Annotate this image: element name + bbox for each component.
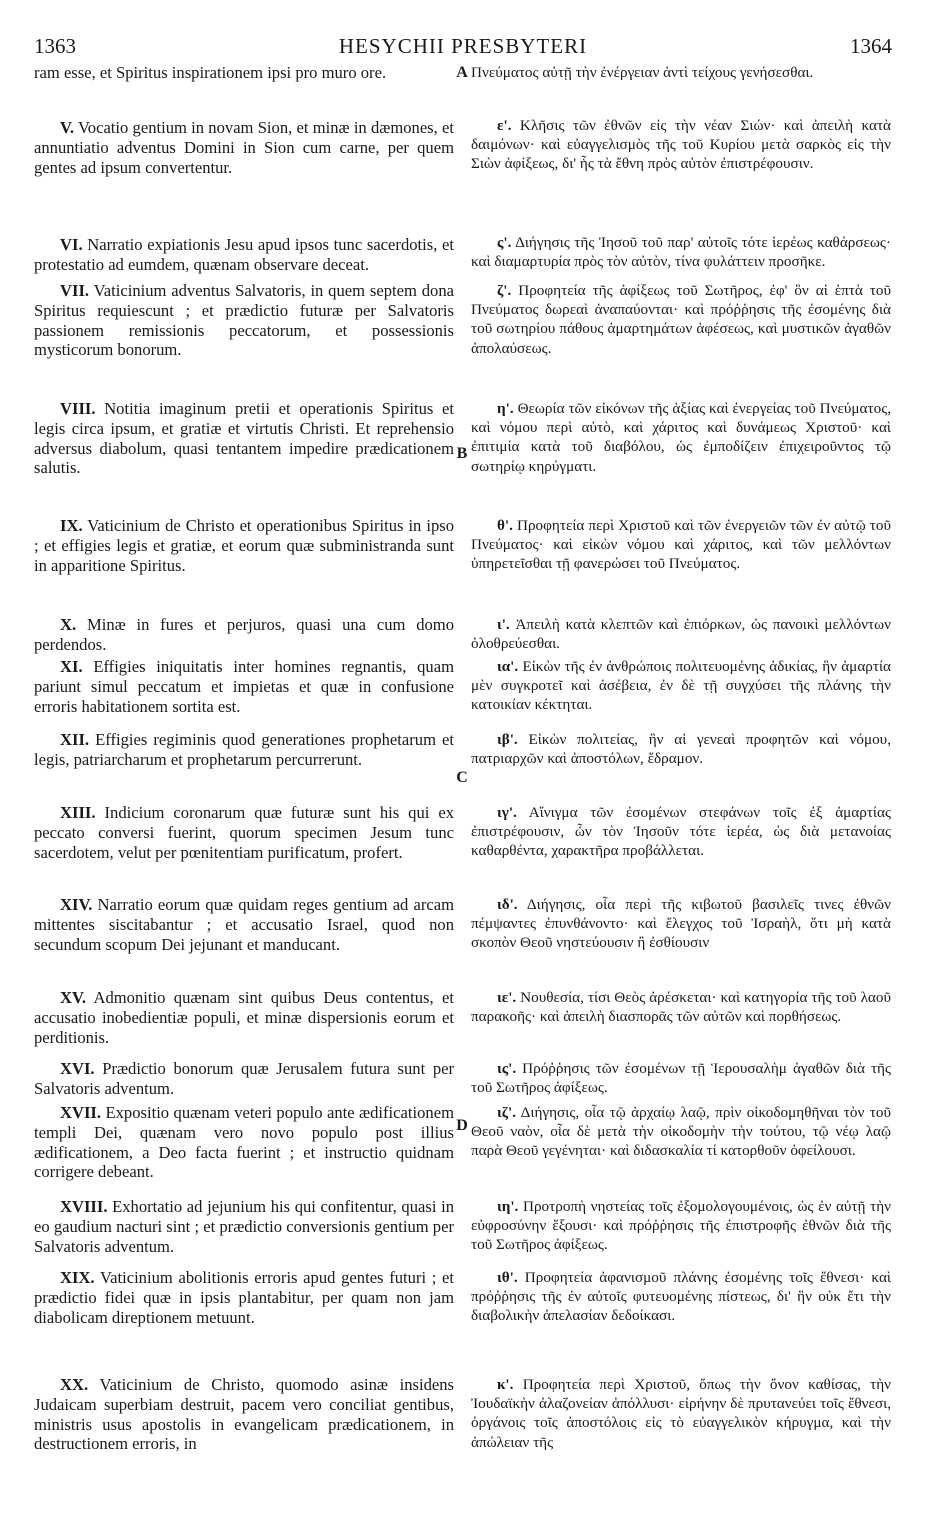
latin-entry: IX. Vaticinium de Christo et operationibus Spiritus in ipso ; et effigies legis et gratiæ, et eorum quæ subministranda sunt in apparitione Spiritus. — [34, 516, 454, 575]
greek-entry: θ'. Προφητεία περὶ Χριστοῦ καὶ τῶν ἐνεργειῶν τῶν ἐν αὐτῷ τοῦ Πνεύματος· καὶ εἰκὼν νόμου καὶ χάριτος, καὶ τῶν μελλόντων ὑπηρετεῖσθαι τῇ φανερώσει τοῦ Πνεύματος. — [471, 517, 891, 573]
latin-entry: XIII. Indicium coronarum quæ futuræ sunt his qui ex peccato conversi fuerint, quorum specimen Jesum tunc sacerdotem, velut per pœnitentiam purificatum, profert. — [34, 803, 454, 862]
greek-entry: ιη'. Προτροπὴ νηστείας τοῖς ἐξομολογουμένοις, ὡς ἐν αὐτῇ τὴν εὐφροσύνην ἕξουσι· καὶ πρόῤῥησις τῆς ἐπιστροφῆς ἐθνῶν διὰ τῆς τοῦ Σωτῆρος ἀφίξεως. — [471, 1198, 892, 1254]
greek-entry: ι'. Ἀπειλὴ κατὰ κλεπτῶν καὶ ἐπιόρκων, ὡς πανοικὶ μελλόντων ὀλοθρεύεσθαι. — [471, 616, 892, 653]
latin-entry: ram esse, et Spiritus inspirationem ipsi pro muro ore. — [34, 63, 387, 82]
latin-entry: XVII. Expositio quænam veteri populo ante ædificationem templi Dei, quænam vero novo populo post illius ædificationem, a Deo facta fuerint ; et instructio quidnam corrigere debeant. — [34, 1103, 454, 1182]
greek-entry: η'. Θεωρία τῶν εἰκόνων τῆς ἀξίας καὶ ἐνεργείας τοῦ Πνεύματος, καὶ νόμου περὶ αὐτὸ, καὶ χάριτος καὶ δυνάμεως Χριστοῦ· καὶ ἐπιτιμία κατὰ τοῦ διαβόλου, ὡς ἐμποδίζειν ἐπιχειροῦντος τῷ σωτηρίῳ κηρύγματι. — [471, 400, 892, 475]
greek-entry: ια'. Εἰκὼν τῆς ἐν ἀνθρώποις πολιτευομένης ἀδικίας, ἣν ἁμαρτία μὲν συγκροτεῖ καὶ ἀσέβεια, ἐν δὲ τῇ συγχύσει τῆς πλάνης τὴν κατοικίαν κέκτηται. — [471, 658, 892, 714]
greek-entry: ς'. Διήγησις τῆς Ἰησοῦ τοῦ παρ' αὐτοῖς τότε ἱερέως καθάρσεως· καὶ διαμαρτυρία πρὸς τὸν αὐτὸν, τίνα φυλάττειν προσῆκε. — [471, 234, 891, 271]
greek-entry: κ'. Προφητεία περὶ Χριστοῦ, ὅπως τὴν ὄνον καθίσας, τὴν Ἰουδαϊκὴν ἀλαζονείαν ἀπόλλυσι· εἰρήνην δὲ πρυτανεύει τοῖς ἔθνεσι, ὀργάνοις τοῖς ἀποστόλοις εἰς τὸ εὐαγγελικὸν κήρυγμα, καὶ τὴν ἀπώλειαν τῆς — [471, 1376, 892, 1451]
latin-entry: XVIII. Exhortatio ad jejunium his qui confitentur, quasi in eo gaudium nacturi sint ; et prædictio conversionis gentium per Salvatoris adventum. — [34, 1197, 454, 1256]
greek-entry: ιζ'. Διήγησις, οἷα τῷ ἀρχαίῳ λαῷ, πρὶν οἰκοδομηθῆναι τὸν τοῦ Θεοῦ ναὸν, οἷα δὲ μετὰ τὴν οἰκοδομὴν τὴν τούτου, τῷ νέῳ λαῷ παρὰ Θεοῦ γεγένηται· καὶ διδασκαλία τί κατορθοῦν ὀφείλουσι. — [471, 1104, 891, 1160]
latin-entry: X. Minæ in fures et perjuros, quasi una cum domo perdendos. — [34, 615, 454, 654]
greek-entry: ιθ'. Προφητεία ἀφανισμοῦ πλάνης ἐσομένης τοῖς ἔθνεσι· καὶ πρόῤῥησις τῆς ἐν αὐτοῖς φυτευομένης πίστεως, δι' ἣν οὐκ ἔτι τὴν διαβολικὴν ἀπελασίαν δεδοίκασι. — [471, 1269, 891, 1325]
latin-entry: XVI. Prædictio bonorum quæ Jerusalem futura sunt per Salvatoris adventum. — [34, 1059, 455, 1098]
page-header — [34, 34, 892, 62]
greek-entry: ζ'. Προφητεία τῆς ἀφίξεως τοῦ Σωτῆρος, ἐφ' ὃν αἱ ἑπτὰ τοῦ Πνεύματος δωρεαὶ ἀναπαύονται· καὶ πρόῤῥησις τῆς ἐσομένης διὰ τοῦ σωτηρίου πάθους ἁμαρτημάτων ἀφέσεως, καὶ μυστικῶν ἀγαθῶν ἀπολαύσεως. — [471, 282, 892, 357]
running-title: HESYCHII PRESBYTERI — [338, 34, 588, 58]
greek-entry: ιε'. Νουθεσία, τίσι Θεὸς ἀρέσκεται· καὶ κατηγορία τῆς τοῦ λαοῦ παρακοῆς· καὶ ἀπειλὴ διασπορᾶς τῶν αὐτῶν καὶ πορθήσεως. — [471, 989, 892, 1026]
latin-entry: XII. Effigies regiminis quod generationes prophetarum et legis, patriarcharum et prophetarum percurrerunt. — [34, 730, 454, 769]
margin-marker-d: D — [456, 1117, 468, 1134]
latin-entry: VI. Narratio expiationis Jesu apud ipsos tunc sacerdotis, et protestatio ad eumdem, quænam observare deceat. — [34, 235, 454, 274]
greek-entry: ις'. Πρόῤῥησις τῶν ἐσομένων τῇ Ἱερουσαλὴμ ἀγαθῶν διὰ τῆς τοῦ Σωτῆρος ἀφίξεως. — [471, 1060, 892, 1097]
latin-entry: XIX. Vaticinium abolitionis erroris apud gentes futuri ; et prædictio fidei quæ in ipsis plantabitur, per quam non jam diabolicam direptionem metuunt. — [34, 1268, 454, 1327]
latin-entry: V. Vocatio gentium in novam Sion, et minæ in dæmones, et annuntiatio adventus Domini in Sion cum carne, per quem gentes ad ipsum convertentur. — [34, 118, 454, 177]
margin-marker-a: A — [456, 64, 468, 81]
greek-entry: ιβ'. Εἰκὼν πολιτείας, ἣν αἱ γενεαὶ προφητῶν καὶ νόμου, πατριαρχῶν καὶ ἀποστόλων, ἔδραμον. — [471, 731, 891, 768]
page-number-right: 1364 — [850, 34, 892, 58]
greek-entry: ιγ'. Αἴνιγμα τῶν ἐσομένων στεφάνων τοῖς ἐξ ἁμαρτίας ἐπιστρέφουσιν, ὧν τὸν Ἰησοῦν τότε ἱερέα, ὡς διὰ μετανοίας καθαρθέντα, χαρακτῆρα προβάλλεται. — [471, 804, 891, 860]
latin-entry: XV. Admonitio quænam sint quibus Deus contentus, et accusatio inobedientiæ populi, et minæ dispersionis eorum et perditionis. — [34, 988, 454, 1047]
latin-entry: XIV. Narratio eorum quæ quidam reges gentium ad arcam mittentes siscitabantur ; et accusatio Israel, quod non secundum scopum Dei jejunant et manducant. — [34, 895, 454, 954]
greek-entry: ε'. Κλῆσις τῶν ἐθνῶν εἰς τὴν νέαν Σιών· καὶ ἀπειλὴ κατὰ δαιμόνων· καὶ εὐαγγελισμὸς τῆς τοῦ Κυρίου μετὰ σαρκὸς εἰς τὴν Σιὼν ἀφίξεως, δι' ἧς τὰ ἔθνη πρὸς αὐτὸν ἐπιστρέφουσιν. — [471, 117, 892, 173]
greek-entry: Πνεύματος αὐτῇ τὴν ἐνέργειαν ἀντὶ τείχους γενήσεσθαι. — [471, 64, 814, 81]
margin-marker-c: C — [456, 769, 468, 786]
page-number-left: 1363 — [34, 34, 76, 58]
latin-entry: XI. Effigies iniquitatis inter homines regnantis, quam pariunt simul peccatum et impietas et quæ in confusione erroris habitationem sortita est. — [34, 657, 454, 716]
margin-marker-b: B — [456, 445, 468, 462]
greek-entry: ιδ'. Διήγησις, οἷα περὶ τῆς κιβωτοῦ βασιλεῖς τινες ἐθνῶν πέμψαντες ἐπυνθάνοντο· καὶ ἔλεγχος τοῦ Ἰσραὴλ, ὅτι μὴ κατὰ σκοπὸν Θεοῦ νηστεύουσιν ἢ ἐσθίουσιν — [471, 896, 892, 952]
latin-entry: VII. Vaticinium adventus Salvatoris, in quem septem dona Spiritus requiescunt ; et prædictio futuræ per Salvatoris passionem remissionis peccatorum, et possessionis mysticorum bonorum. — [34, 281, 454, 360]
latin-entry: VIII. Notitia imaginum pretii et operationis Spiritus et legis circa ipsum, et gratiæ et virtutis Christi. Et reprehensio adversus diabolum, quasi tentantem impedire prædicationem salutis. — [34, 399, 454, 478]
latin-entry: XX. Vaticinium de Christo, quomodo asinæ insidens Judaicam superbiam destruit, pacem vero conciliat gentibus, ministris usus apostolis in evangelicam prædicationem, in destructionem erroris, in — [34, 1375, 454, 1454]
